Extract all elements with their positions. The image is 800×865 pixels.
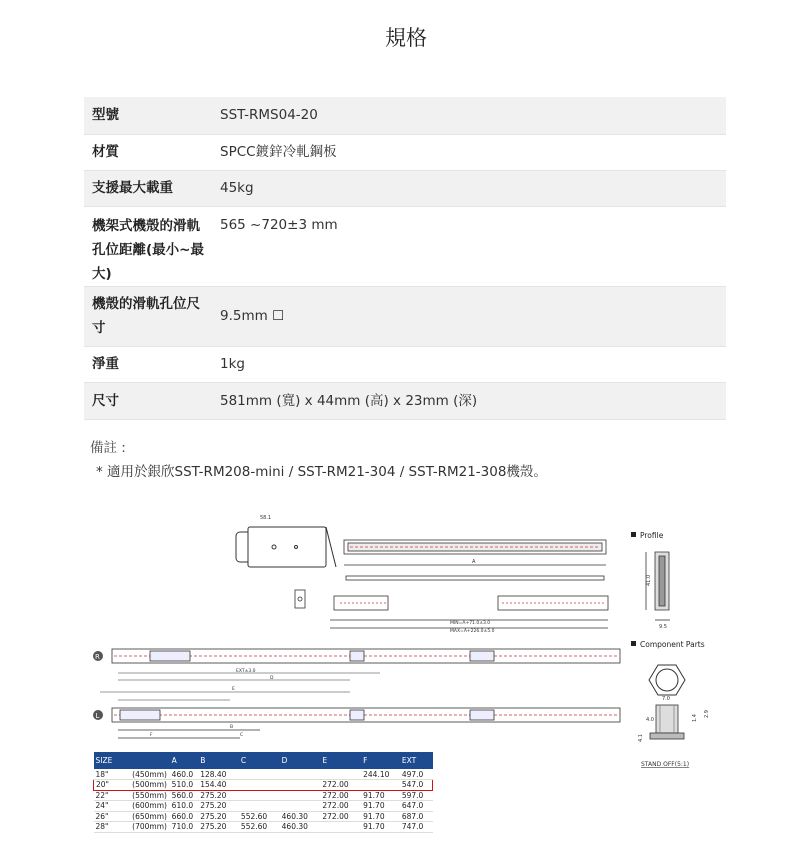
notes-text: * 適用於銀欣SST-RM208-mini / SST-RM21-304 / SST-RM21-308機殼。 xyxy=(96,464,547,480)
dim-label: E xyxy=(232,687,235,692)
table-cell: (600mm) xyxy=(130,801,170,812)
table-cell xyxy=(320,822,361,833)
table-cell: 18" xyxy=(94,769,131,780)
table-cell: 22" xyxy=(94,790,131,801)
table-cell xyxy=(239,780,280,791)
table-cell xyxy=(280,801,321,812)
dim-label: D xyxy=(270,676,274,681)
size-table-header: D xyxy=(280,752,321,769)
table-cell: 128.40 xyxy=(198,769,239,780)
table-cell: 610.0 xyxy=(170,801,199,812)
dim-label: B xyxy=(230,725,234,730)
table-cell: 272.00 xyxy=(320,801,361,812)
table-cell: 560.0 xyxy=(170,790,199,801)
dim-label: A xyxy=(472,559,476,565)
table-cell: (450mm) xyxy=(130,769,170,780)
spec-value: 581mm (寬) x 44mm (高) x 23mm (深) xyxy=(212,382,726,419)
spec-label: 型號 xyxy=(84,97,212,134)
spec-label: 材質 xyxy=(92,144,119,160)
spec-value: 45kg xyxy=(212,170,726,206)
spec-row xyxy=(84,346,726,382)
table-cell xyxy=(239,790,280,801)
table-cell: (700mm) xyxy=(130,822,170,833)
table-cell: 272.00 xyxy=(320,780,361,791)
size-table-header: E xyxy=(320,752,361,769)
dim-label: F xyxy=(150,733,153,738)
table-cell: 510.0 xyxy=(170,780,199,791)
table-cell: (650mm) xyxy=(130,811,170,822)
rail-end-view xyxy=(295,590,305,608)
table-cell: (550mm) xyxy=(130,790,170,801)
component-parts-label: Component Parts xyxy=(640,640,705,649)
table-cell: 660.0 xyxy=(170,811,199,822)
table-cell: 272.00 xyxy=(320,790,361,801)
table-cell: 552.60 xyxy=(239,822,280,833)
spec-row xyxy=(84,97,726,134)
table-cell: 597.0 xyxy=(400,790,433,801)
size-table xyxy=(93,752,433,833)
table-cell xyxy=(280,769,321,780)
table-cell: 28" xyxy=(94,822,131,833)
table-cell: 91.70 xyxy=(361,811,400,822)
table-cell: 244.10 xyxy=(361,769,400,780)
size-table-header: EXT xyxy=(400,752,433,769)
table-cell: 24" xyxy=(94,801,131,812)
table-cell: 710.0 xyxy=(170,822,199,833)
table-cell xyxy=(280,780,321,791)
table-cell: 154.40 xyxy=(198,780,239,791)
table-cell: 497.0 xyxy=(400,769,433,780)
notes-title: 備註 : xyxy=(90,440,126,456)
table-cell: 275.20 xyxy=(198,801,239,812)
dimension-lines xyxy=(100,673,380,700)
dim-label: 7.0 xyxy=(662,696,670,702)
dim-label: C xyxy=(240,733,244,738)
marker-r-label: R xyxy=(95,653,100,661)
spec-row xyxy=(84,382,726,419)
table-cell: 26" xyxy=(94,811,131,822)
size-table-header xyxy=(130,752,170,769)
spec-label: 機架式機殼的滑軌孔位距離(最小~最大) xyxy=(92,217,204,282)
spec-value: 9.5mm ☐ xyxy=(212,286,726,346)
spec-label: 尺寸 xyxy=(84,382,212,419)
table-cell xyxy=(361,780,400,791)
table-row-highlighted xyxy=(94,780,433,791)
table-cell: 275.20 xyxy=(198,790,239,801)
hex-nut-part xyxy=(649,665,685,695)
size-table-header: SIZE xyxy=(94,752,131,769)
legend-bullet xyxy=(631,532,636,537)
table-cell: 91.70 xyxy=(361,801,400,812)
dim-label: EXT±3.0 xyxy=(236,669,256,674)
table-cell: 272.00 xyxy=(320,811,361,822)
size-table-header: C xyxy=(239,752,280,769)
spec-value: SPCC鍍鋅冷軋鋼板 xyxy=(220,144,337,160)
rail-right-view xyxy=(112,649,620,663)
table-row xyxy=(94,769,433,780)
table-cell: 275.20 xyxy=(198,811,239,822)
spec-value: 565 ~720±3 mm xyxy=(220,216,338,233)
table-cell: 91.70 xyxy=(361,822,400,833)
spec-label: 淨重 xyxy=(92,356,119,372)
table-row xyxy=(94,801,433,812)
table-cell xyxy=(320,769,361,780)
bracket-front-view xyxy=(236,527,336,567)
size-table-header: B xyxy=(198,752,239,769)
table-cell: 547.0 xyxy=(400,780,433,791)
dim-label: 58.1 xyxy=(260,515,272,521)
table-row xyxy=(94,822,433,833)
table-cell: 460.30 xyxy=(280,822,321,833)
profile-label: Profile xyxy=(640,531,664,540)
stand-off-part xyxy=(650,705,684,739)
marker-l-label: L xyxy=(95,712,100,720)
table-cell: (500mm) xyxy=(130,780,170,791)
legend-bullet xyxy=(631,641,636,646)
table-cell: 460.30 xyxy=(280,811,321,822)
table-cell: 647.0 xyxy=(400,801,433,812)
table-cell: 91.70 xyxy=(361,790,400,801)
dim-label: MIN=A+71.0±3.0 xyxy=(450,621,491,626)
table-cell xyxy=(239,769,280,780)
spec-row xyxy=(84,286,726,346)
rail-left-view xyxy=(112,708,620,738)
dim-label: 4.0 xyxy=(646,717,654,723)
table-cell: 747.0 xyxy=(400,822,433,833)
spec-row xyxy=(84,170,726,206)
dim-label: MAX=A+226.0±5.0 xyxy=(450,629,495,634)
spec-row xyxy=(84,206,726,286)
stand-off-label: STAND OFF(5:1) xyxy=(641,761,690,768)
table-cell: 687.0 xyxy=(400,811,433,822)
dim-label: 9.5 xyxy=(659,624,667,630)
dim-label: 41.0 xyxy=(646,574,652,586)
spec-table xyxy=(84,97,726,420)
table-row xyxy=(94,790,433,801)
dim-label: 1.4 xyxy=(692,714,698,722)
spec-value: 1kg xyxy=(220,356,245,372)
table-cell: 20" xyxy=(94,780,131,791)
size-table-header: A xyxy=(170,752,199,769)
spec-label: 支援最大載重 xyxy=(84,170,212,206)
table-cell: 275.20 xyxy=(198,822,239,833)
dim-label: 4.1 xyxy=(638,734,644,742)
page-title: 規格 xyxy=(385,26,427,50)
dim-label: 2.9 xyxy=(704,710,710,718)
table-cell xyxy=(280,790,321,801)
table-cell xyxy=(239,801,280,812)
spec-label: 機殼的滑軌孔位尺寸 xyxy=(84,286,212,346)
spec-value: SST-RMS04-20 xyxy=(212,97,726,134)
table-cell: 460.0 xyxy=(170,769,199,780)
size-table-header: F xyxy=(361,752,400,769)
spec-row xyxy=(84,134,726,170)
table-row xyxy=(94,811,433,822)
table-cell: 552.60 xyxy=(239,811,280,822)
